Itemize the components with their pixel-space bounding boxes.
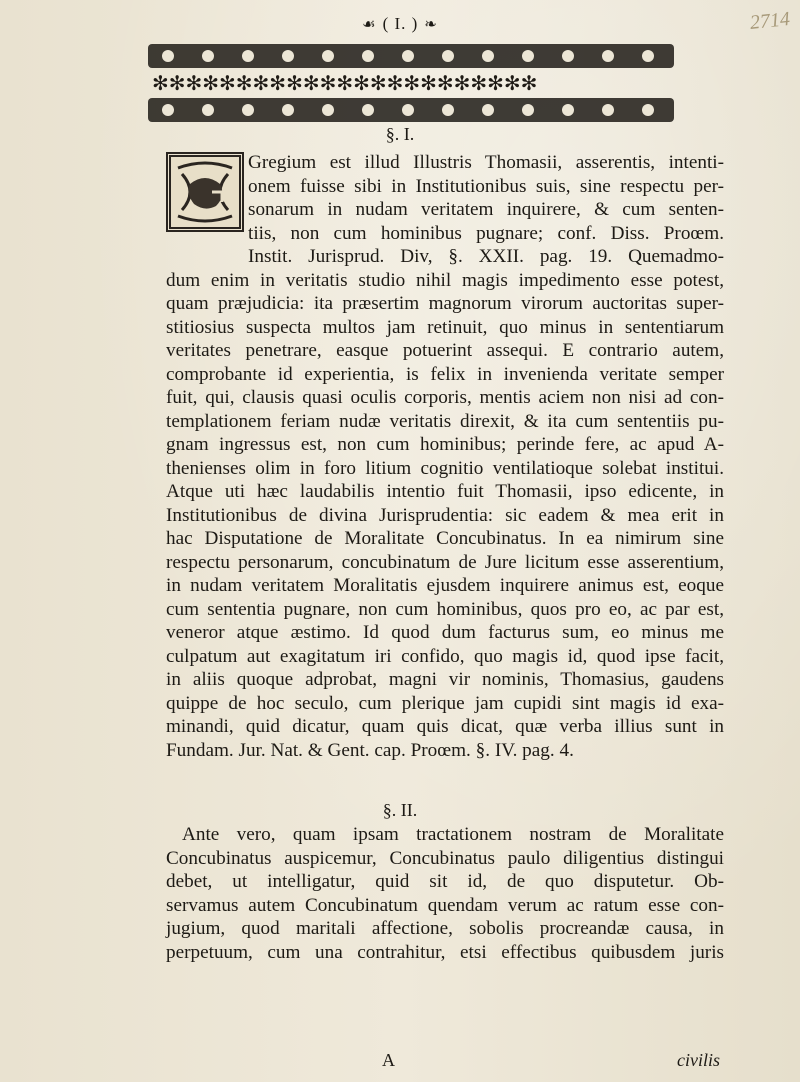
text-line: debet, ut intelligatur, quid sit id, de quo disputetur. Ob-: [166, 871, 724, 892]
text-line: Atque uti hæc laudabilis intentio fuit Thomasii, ipso edicente, in: [166, 481, 724, 502]
text-line: comprobante id experientia, is felix in invenienda veritate semper: [166, 363, 724, 385]
section-heading-1: §. I.: [385, 124, 415, 144]
text-line: hac Disputatione de Moralitate Concubinatus. In ea nimirum sine: [166, 528, 724, 549]
text-line: Gregium est illud Illustris Thomasii, asserentis, intenti-: [248, 152, 724, 173]
section-heading-2: §. II.: [382, 800, 418, 820]
text-line: perpetuum, cum una contrahitur, etsi effectibus quibusdem juris: [166, 941, 724, 963]
text-line: veritates penetrare, easque potuerint assequi. E contrario autem,: [166, 340, 724, 361]
text-line: tiis, non cum hominibus pugnare; conf. Diss. Proœm.: [248, 222, 724, 244]
text-line: veneror atque æstimo. Id quod dum facturus sum, eo minus me: [166, 622, 724, 643]
text-line: dum enim in veritatis studio nihil magis impedimento esse potest,: [166, 269, 724, 291]
text-line: Ante vero, quam ipsam tractationem nostram de Moralitate: [182, 824, 724, 845]
text-line: quam præjudicia: ita præsertim magnorum virorum auctoritas super-: [166, 293, 724, 314]
text-line: sonarum in nudam veritatem inquirere, & cum senten-: [248, 199, 724, 220]
text-line: templationem feriam nudæ veritatis direxit, & ita cum sententiis pu-: [166, 410, 724, 432]
text-line: fuit, qui, clausis quasi oculis corporis, mentis aciem non nisi ad con-: [166, 387, 724, 408]
text-line: onem fuisse sibi in Institutionibus suis, sine respectu per-: [248, 175, 724, 197]
text-line: minandi, quid dicatur, quam quis dicat, quæ verba illius sunt in: [166, 716, 724, 737]
text-line: quippe de hoc seculo, cum plerique jam cupidi sint magis id exa-: [166, 692, 724, 714]
catchword: civilis: [677, 1050, 720, 1070]
text-line: cum sententia pugnare, non cum hominibus, quos pro eo, ac par est,: [166, 598, 724, 620]
text-line: gnam ingressus est, non cum hominibus; perinde fere, ac apud A-: [166, 434, 724, 455]
left-ornament: ☙: [362, 17, 377, 33]
text-line: in aliis quoque adprobat, magni vir nominis, Thomasius, gaudens: [166, 669, 724, 690]
header-ornament-band: [148, 44, 674, 122]
text-line: thenienses olim in foro litium cognitio ventilatioque solebat institui.: [166, 457, 724, 479]
page-number-text: ( I. ): [382, 14, 419, 33]
svg-text:✻✻✻✻✻✻✻✻✻✻✻✻✻✻✻✻✻✻✻✻✻✻✻: ✻✻✻✻✻✻✻✻✻✻✻✻✻✻✻✻✻✻✻✻✻✻✻: [152, 71, 538, 95]
text-line: culpatum aut exagitatum iri confido, quo magis id, quod ipse facit,: [166, 645, 724, 667]
paragraph-2: [166, 823, 724, 964]
paragraph-1: [166, 151, 724, 762]
text-line: Fundam. Jur. Nat. & Gent. cap. Proœm. §. IV. pag. 4.: [166, 739, 574, 761]
text-line: servamus autem Concubinatum quendam verum ac ratum esse con-: [166, 894, 724, 916]
text-line: Concubinatus auspicemur, Concubinatus paulo diligentius distingui: [166, 847, 724, 869]
text-line: in nudam veritatem Moralitatis ejusdem inquirere animus est, eoque: [166, 575, 724, 596]
text-line: Institutionibus de divina Jurisprudentia: sic eadem & mea erit in: [166, 504, 724, 526]
text-line: respectu personarum, concubinatum de Jure licitum esse asserentium,: [166, 551, 724, 573]
signature-mark: A: [382, 1050, 395, 1070]
library-mark: 2714: [748, 7, 791, 35]
text-line: jugium, quod maritali affectione, sobolis procreandæ causa, in: [166, 918, 724, 939]
text-line: stitiosius suspecta multos jam retinuit, quo minus in sententiarum: [166, 316, 724, 338]
right-ornament: ❧: [424, 17, 438, 33]
page-number: [0, 14, 800, 34]
text-line: Instit. Jurisprud. Div, §. XXII. pag. 19. Quemadmo-: [248, 246, 724, 267]
